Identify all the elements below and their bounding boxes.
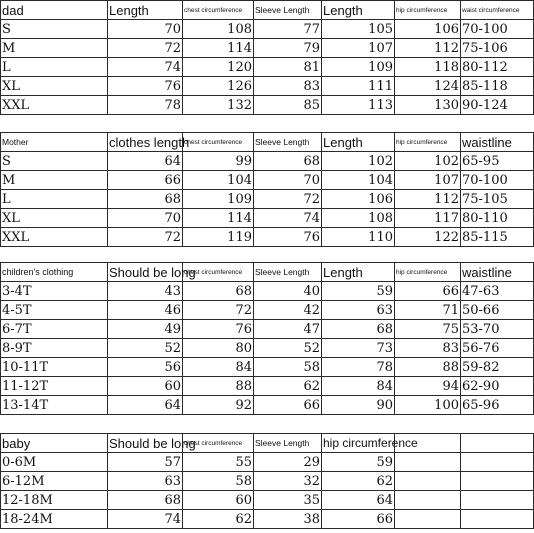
value-cell: 102: [322, 152, 395, 171]
value-cell: 71: [395, 301, 461, 320]
value-cell: 52: [254, 339, 322, 358]
value-cell: 64: [108, 152, 183, 171]
col-waist-header: waist circumference: [461, 1, 534, 20]
value-cell: 64: [108, 396, 183, 415]
table-row: [1, 339, 534, 358]
col-hip-header: hip circumference: [395, 263, 461, 282]
col-length2-header: Length: [322, 263, 395, 282]
value-cell: 55: [183, 453, 254, 472]
empty-cell: [461, 491, 534, 510]
value-cell: 124: [395, 77, 461, 96]
size-label: S: [1, 152, 108, 171]
value-cell: 63: [108, 472, 183, 491]
size-label: L: [1, 58, 108, 77]
size-label: XXL: [1, 228, 108, 247]
col-sleeve-header: Sleeve Length: [254, 263, 322, 282]
table-row: [1, 39, 534, 58]
value-cell: 60: [183, 491, 254, 510]
mother-size-table: [0, 132, 534, 247]
value-cell: 106: [322, 190, 395, 209]
value-cell: 70-100: [461, 171, 534, 190]
size-label: 12-18M: [1, 491, 108, 510]
value-cell: 66: [322, 510, 395, 529]
size-label: XL: [1, 77, 108, 96]
value-cell: 90-124: [461, 96, 534, 115]
table-row: [1, 358, 534, 377]
table-row: [1, 171, 534, 190]
value-cell: 126: [183, 77, 254, 96]
value-cell: 63: [322, 301, 395, 320]
mother-label: Mother: [1, 133, 108, 152]
value-cell: 76: [254, 228, 322, 247]
value-cell: 79: [254, 39, 322, 58]
size-label: XL: [1, 209, 108, 228]
table-header-row: [1, 133, 534, 152]
value-cell: 107: [322, 39, 395, 58]
value-cell: 53-70: [461, 320, 534, 339]
value-cell: 64: [322, 491, 395, 510]
table-row: [1, 491, 534, 510]
children-size-table: [0, 262, 534, 415]
size-label: 0-6M: [1, 453, 108, 472]
dad-size-table: [0, 0, 534, 115]
value-cell: 65-95: [461, 152, 534, 171]
size-label: L: [1, 190, 108, 209]
value-cell: 40: [254, 282, 322, 301]
value-cell: 59: [322, 453, 395, 472]
size-label: M: [1, 171, 108, 190]
table-row: [1, 96, 534, 115]
table-header-row: [1, 1, 534, 20]
value-cell: 84: [183, 358, 254, 377]
value-cell: 58: [254, 358, 322, 377]
value-cell: 114: [183, 209, 254, 228]
baby-label: baby: [1, 434, 108, 453]
value-cell: 111: [322, 77, 395, 96]
col-chest-header: chest circumference: [183, 1, 254, 20]
size-label: XXL: [1, 96, 108, 115]
col-sleeve-header: Sleeve Length: [254, 133, 322, 152]
value-cell: 80: [183, 339, 254, 358]
value-cell: 78: [322, 358, 395, 377]
value-cell: 35: [254, 491, 322, 510]
table-row: [1, 152, 534, 171]
size-label: 18-24M: [1, 510, 108, 529]
value-cell: 47-63: [461, 282, 534, 301]
size-label: 10-11T: [1, 358, 108, 377]
value-cell: 62: [254, 377, 322, 396]
value-cell: 65-96: [461, 396, 534, 415]
table-row: [1, 301, 534, 320]
empty-cell: [395, 472, 461, 491]
size-label: 4-5T: [1, 301, 108, 320]
value-cell: 75-106: [461, 39, 534, 58]
value-cell: 85: [254, 96, 322, 115]
value-cell: 70: [254, 171, 322, 190]
value-cell: 47: [254, 320, 322, 339]
col-chest-header: chest circumference: [183, 133, 254, 152]
value-cell: 66: [108, 171, 183, 190]
col-should-be-long-header: Should be long: [109, 264, 196, 280]
value-cell: 110: [322, 228, 395, 247]
col-clothes-length-header: clothes length: [109, 134, 190, 150]
col-chest-header: chest circumference: [183, 263, 254, 282]
value-cell: 85-115: [461, 228, 534, 247]
value-cell: 109: [183, 190, 254, 209]
value-cell: 118: [395, 58, 461, 77]
col-length-header: Length: [108, 1, 183, 20]
table-row: [1, 228, 534, 247]
value-cell: 130: [395, 96, 461, 115]
value-cell: 75: [395, 320, 461, 339]
value-cell: 62: [322, 472, 395, 491]
empty-header-cell: [461, 434, 534, 453]
col-waistline-header: waistline: [461, 263, 534, 282]
value-cell: 88: [395, 358, 461, 377]
table-row: [1, 282, 534, 301]
col-sleeve-header: Sleeve Length: [254, 1, 322, 20]
baby-size-table: [0, 433, 534, 529]
value-cell: 59: [322, 282, 395, 301]
table-row: [1, 377, 534, 396]
col-chest-header: chest circumference: [183, 434, 254, 453]
table-row: [1, 453, 534, 472]
value-cell: 49: [108, 320, 183, 339]
value-cell: 88: [183, 377, 254, 396]
value-cell: 59-82: [461, 358, 534, 377]
value-cell: 68: [254, 152, 322, 171]
value-cell: 74: [108, 58, 183, 77]
value-cell: 68: [108, 491, 183, 510]
table-row: [1, 472, 534, 491]
empty-cell: [395, 453, 461, 472]
value-cell: 102: [395, 152, 461, 171]
value-cell: 117: [395, 209, 461, 228]
value-cell: 100: [395, 396, 461, 415]
value-cell: 74: [108, 510, 183, 529]
value-cell: 119: [183, 228, 254, 247]
value-cell: 43: [108, 282, 183, 301]
value-cell: 122: [395, 228, 461, 247]
table-header-row: [1, 434, 534, 453]
value-cell: 52: [108, 339, 183, 358]
value-cell: 92: [183, 396, 254, 415]
value-cell: 29: [254, 453, 322, 472]
value-cell: 80-112: [461, 58, 534, 77]
size-label: 11-12T: [1, 377, 108, 396]
size-label: 13-14T: [1, 396, 108, 415]
table-row: [1, 20, 534, 39]
value-cell: 132: [183, 96, 254, 115]
value-cell: 85-118: [461, 77, 534, 96]
children-label: children's clothing: [1, 263, 108, 282]
empty-cell: [395, 510, 461, 529]
size-label: 3-4T: [1, 282, 108, 301]
value-cell: 75-105: [461, 190, 534, 209]
empty-cell: [461, 472, 534, 491]
value-cell: 80-110: [461, 209, 534, 228]
value-cell: 68: [322, 320, 395, 339]
value-cell: 76: [108, 77, 183, 96]
value-cell: 38: [254, 510, 322, 529]
size-label: 6-12M: [1, 472, 108, 491]
value-cell: 83: [254, 77, 322, 96]
value-cell: 72: [183, 301, 254, 320]
col-length2-header: Length: [322, 133, 395, 152]
value-cell: 90: [322, 396, 395, 415]
dad-label: dad: [1, 1, 108, 20]
table-row: [1, 209, 534, 228]
value-cell: 70: [108, 209, 183, 228]
value-cell: 109: [322, 58, 395, 77]
table-header-row: [1, 263, 534, 282]
size-label: 6-7T: [1, 320, 108, 339]
value-cell: 60: [108, 377, 183, 396]
col-waistline-header: waistline: [461, 133, 534, 152]
value-cell: 46: [108, 301, 183, 320]
empty-cell: [461, 453, 534, 472]
value-cell: 57: [108, 453, 183, 472]
value-cell: 104: [322, 171, 395, 190]
empty-cell: [395, 491, 461, 510]
value-cell: 66: [395, 282, 461, 301]
col-hip-header: hip circumference: [395, 133, 461, 152]
table-row: [1, 320, 534, 339]
value-cell: 105: [322, 20, 395, 39]
table-row: [1, 77, 534, 96]
value-cell: 107: [395, 171, 461, 190]
value-cell: 120: [183, 58, 254, 77]
value-cell: 58: [183, 472, 254, 491]
value-cell: 62-90: [461, 377, 534, 396]
value-cell: 42: [254, 301, 322, 320]
value-cell: 72: [254, 190, 322, 209]
value-cell: 70: [108, 20, 183, 39]
value-cell: 108: [322, 209, 395, 228]
value-cell: 112: [395, 39, 461, 58]
value-cell: 68: [108, 190, 183, 209]
empty-cell: [461, 510, 534, 529]
col-hip-circumference-header: hip circumference: [322, 434, 395, 453]
value-cell: 50-66: [461, 301, 534, 320]
value-cell: 72: [108, 228, 183, 247]
value-cell: 56-76: [461, 339, 534, 358]
value-cell: 78: [108, 96, 183, 115]
value-cell: 72: [108, 39, 183, 58]
value-cell: 99: [183, 152, 254, 171]
value-cell: 104: [183, 171, 254, 190]
table-row: [1, 510, 534, 529]
value-cell: 77: [254, 20, 322, 39]
col-hip-header: hip circumference: [395, 1, 461, 20]
col-should-be-long-header: Should be long: [109, 435, 196, 451]
table-row: [1, 190, 534, 209]
value-cell: 32: [254, 472, 322, 491]
value-cell: 66: [254, 396, 322, 415]
value-cell: 106: [395, 20, 461, 39]
col-length2-header: Length: [322, 1, 395, 20]
table-row: [1, 396, 534, 415]
value-cell: 62: [183, 510, 254, 529]
value-cell: 94: [395, 377, 461, 396]
value-cell: 73: [322, 339, 395, 358]
value-cell: 56: [108, 358, 183, 377]
value-cell: 84: [322, 377, 395, 396]
value-cell: 113: [322, 96, 395, 115]
value-cell: 74: [254, 209, 322, 228]
table-row: [1, 58, 534, 77]
size-label: M: [1, 39, 108, 58]
value-cell: 70-100: [461, 20, 534, 39]
value-cell: 76: [183, 320, 254, 339]
size-label: 8-9T: [1, 339, 108, 358]
size-label: S: [1, 20, 108, 39]
value-cell: 114: [183, 39, 254, 58]
value-cell: 112: [395, 190, 461, 209]
value-cell: 83: [395, 339, 461, 358]
value-cell: 108: [183, 20, 254, 39]
col-sleeve-header: Sleeve Length: [254, 434, 322, 453]
value-cell: 68: [183, 282, 254, 301]
value-cell: 81: [254, 58, 322, 77]
